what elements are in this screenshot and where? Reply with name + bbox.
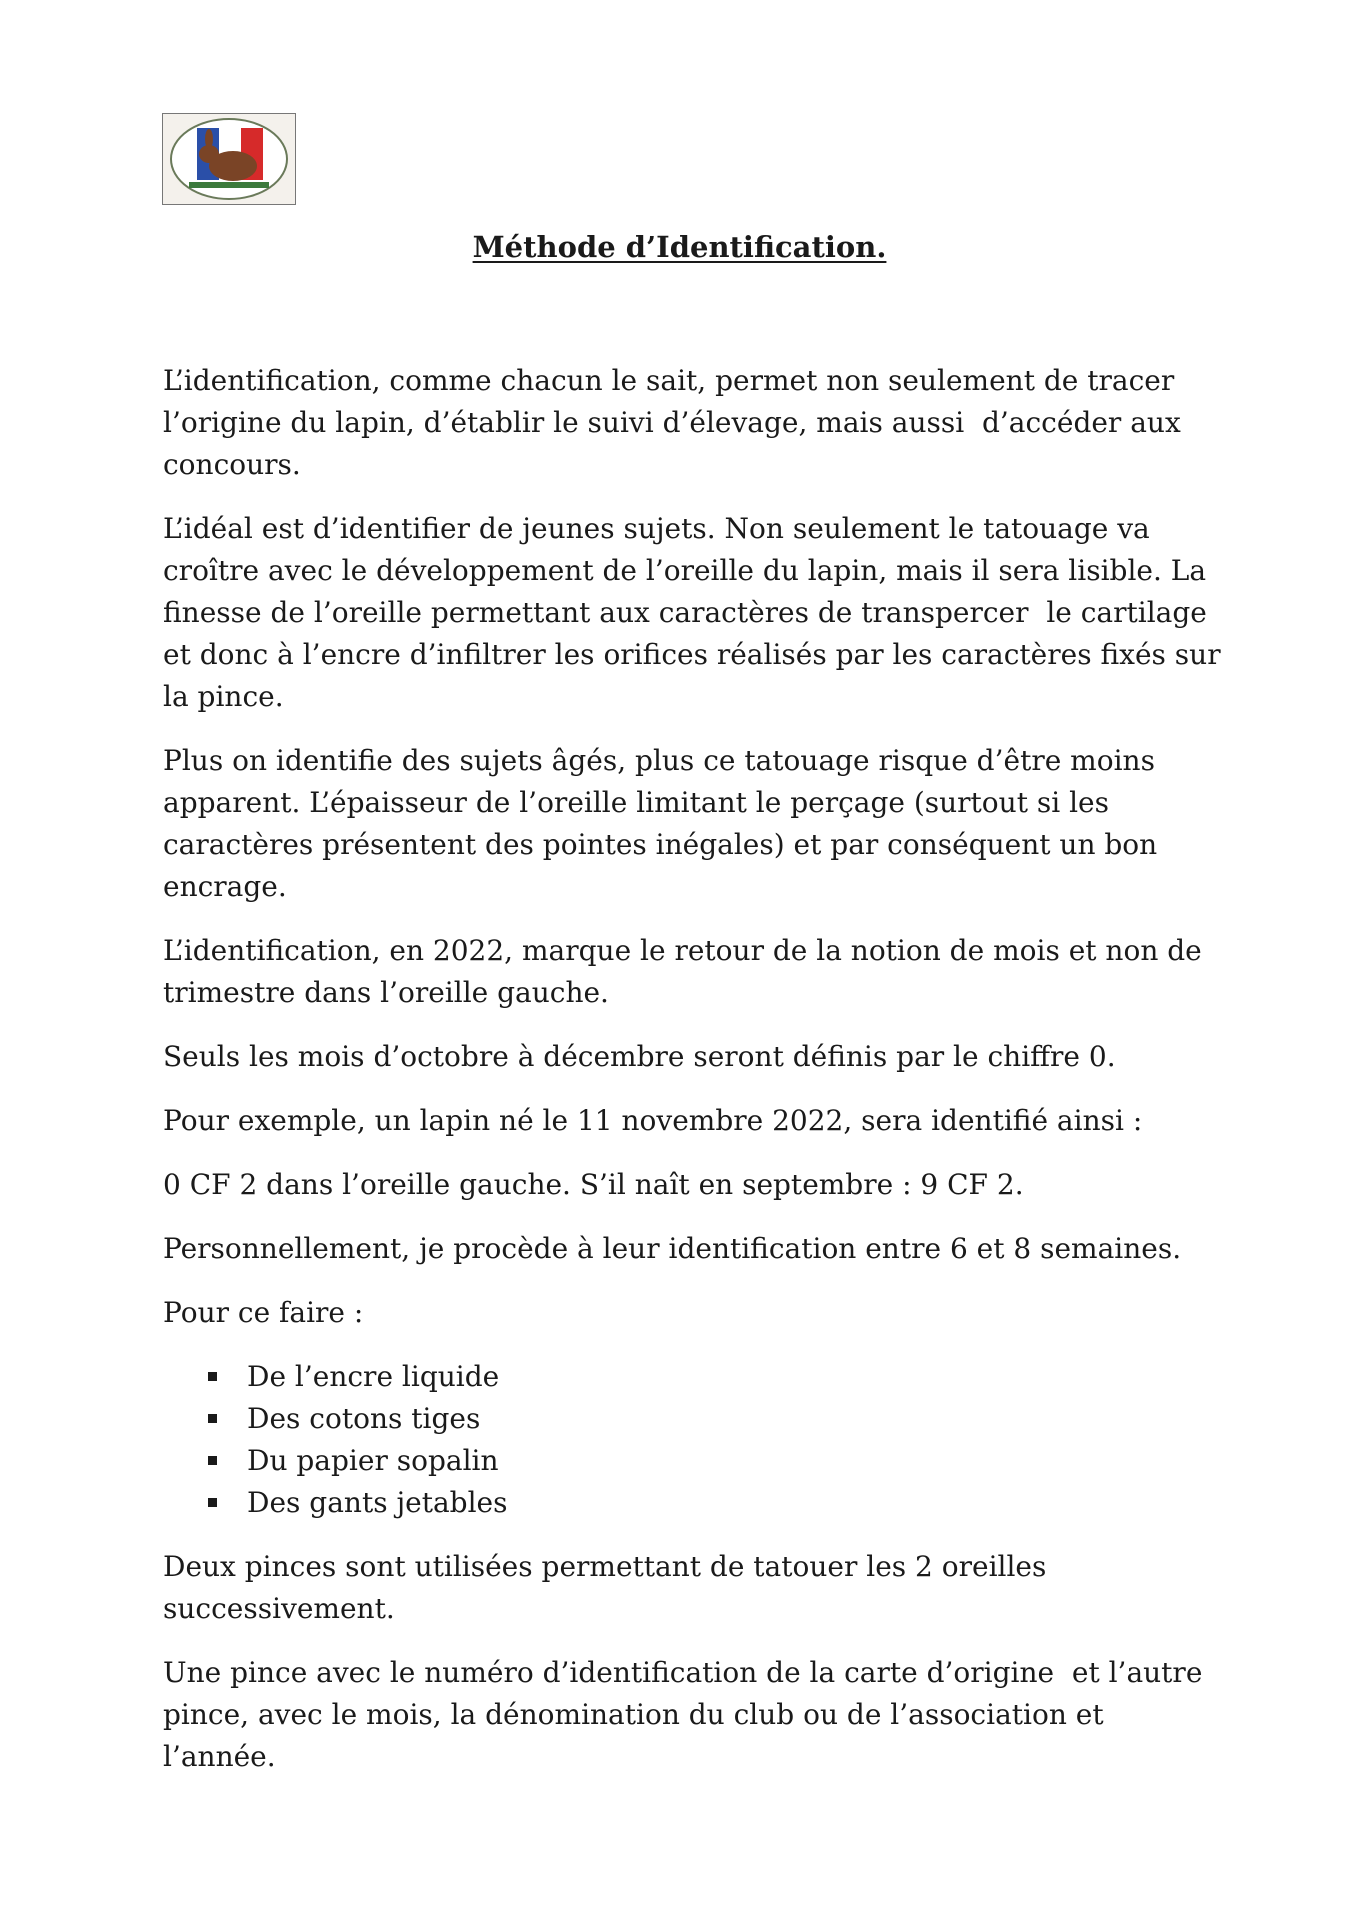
- paragraph-supplies-intro: Pour ce faire :: [163, 1296, 364, 1329]
- paragraph-intro: L’identification, comme chacun le sait, permet non seulement de tracer l’origine du lapin, d’établir le suivi d’élevage, mais aussi d’accéder aux concours.: [163, 364, 1181, 481]
- page-title: Méthode d’Identification.: [472, 230, 887, 264]
- list-item-label: Des gants jetables: [247, 1486, 508, 1519]
- list-item: [163, 1440, 1223, 1482]
- paragraph-example: Pour exemple, un lapin né le 11 novembre 2022, sera identifié ainsi :: [163, 1104, 1143, 1137]
- paragraph-2022-change: L’identification, en 2022, marque le retour de la notion de mois et non de trimestre dans l’oreille gauche.: [163, 934, 1202, 1009]
- document-body: [163, 360, 1223, 1800]
- bullet-square-icon: [208, 1456, 217, 1465]
- bullet-square-icon: [208, 1372, 217, 1381]
- club-logo-image: [163, 114, 295, 204]
- supplies-list: [163, 1356, 1223, 1524]
- list-item-label: Du papier sopalin: [247, 1444, 499, 1477]
- paragraph-older-subjects: Plus on identifie des sujets âgés, plus ce tatouage risque d’être moins apparent. L’épaisseur de l’oreille limitant le perçage (surtout si les caractères présentent des pointes inégales) et par conséquent un bon encrage.: [163, 744, 1158, 903]
- club-logo: [162, 113, 296, 205]
- list-item: [163, 1482, 1223, 1524]
- paragraph-young-subjects: L’idéal est d’identifier de jeunes sujets. Non seulement le tatouage va croître avec le développement de l’oreille du lapin, mais il sera lisible. La finesse de l’oreille permettant aux caractères de transpercer le cartilage et donc à l’encre d’infiltrer les orifices réalisés par les caractères fixés sur la pince.: [163, 512, 1221, 713]
- paragraph-months: Seuls les mois d’octobre à décembre seront définis par le chiffre 0.: [163, 1040, 1116, 1073]
- bullet-square-icon: [208, 1498, 217, 1507]
- paragraph-example-code: 0 CF 2 dans l’oreille gauche. S’il naît en septembre : 9 CF 2.: [163, 1168, 1024, 1201]
- bullet-square-icon: [208, 1414, 217, 1423]
- list-item: [163, 1398, 1223, 1440]
- paragraph-personal-age: Personnellement, je procède à leur identification entre 6 et 8 semaines.: [163, 1232, 1182, 1265]
- list-item-label: De l’encre liquide: [247, 1360, 500, 1393]
- list-item: [163, 1356, 1223, 1398]
- paragraph-two-pliers: Deux pinces sont utilisées permettant de tatouer les 2 oreilles successivement.: [163, 1550, 1047, 1625]
- list-item-label: Des cotons tiges: [247, 1402, 481, 1435]
- paragraph-plier-details: Une pince avec le numéro d’identification de la carte d’origine et l’autre pince, avec le mois, la dénomination du club ou de l’association et l’année.: [163, 1656, 1203, 1773]
